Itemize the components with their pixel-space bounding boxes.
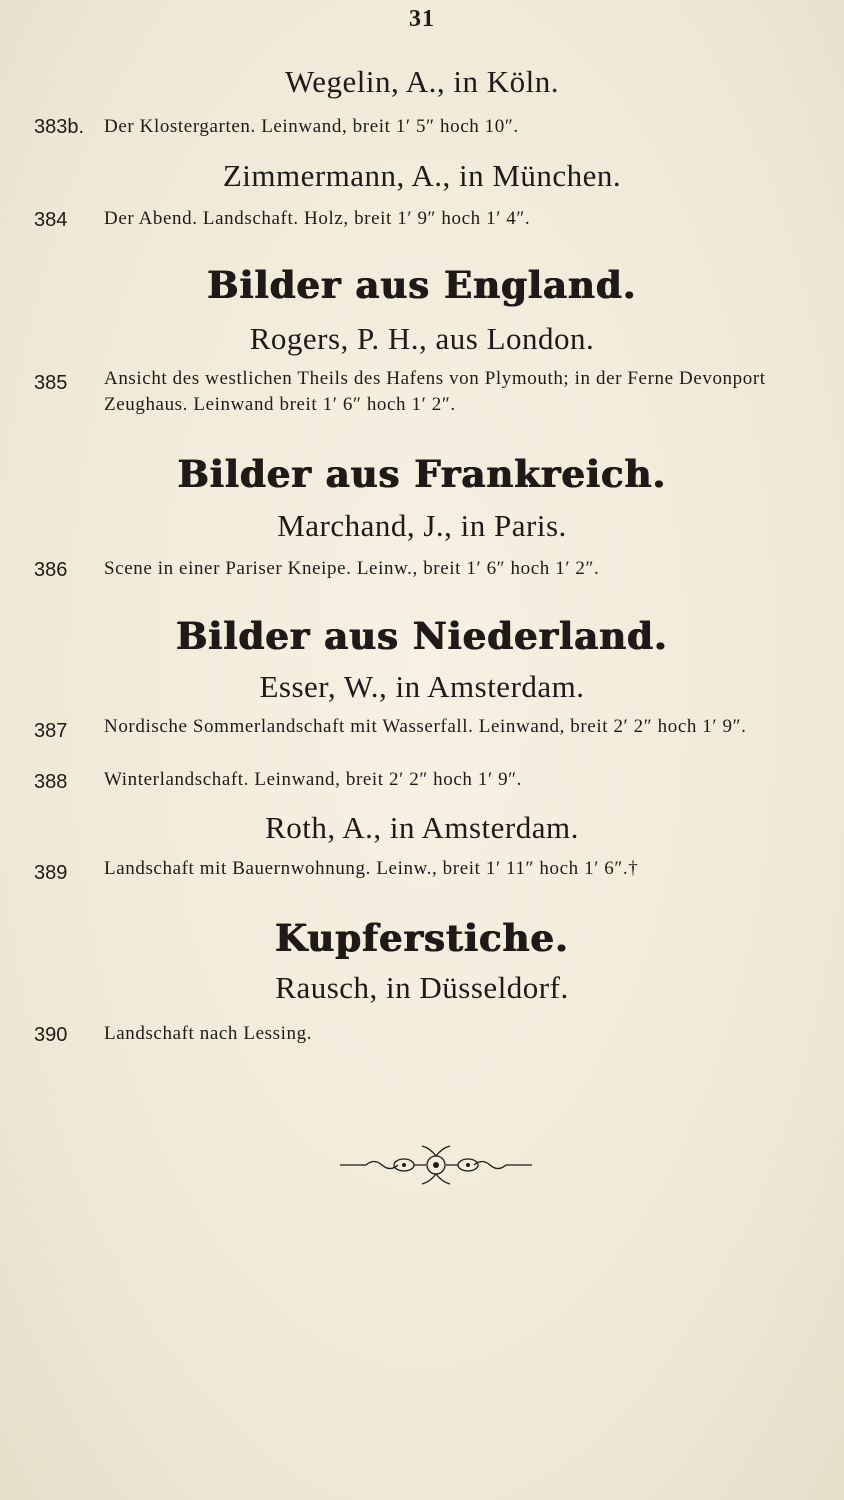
entry-text: Der Abend. Landschaft. Holz, breit 1′ 9″ hoch 1′ 4″. bbox=[104, 208, 531, 229]
entry-number: 383b. bbox=[34, 116, 85, 138]
entry-number: 386 bbox=[34, 559, 68, 581]
entry-text: Ansicht des westlichen Theils des Hafens von Plymouth; in der Ferne Devonport Zeughaus. Leinwand breit 1′ 6″ hoch 1′ 2″. bbox=[104, 368, 766, 415]
section-heading-kupferstiche: Kupferstiche. bbox=[275, 916, 569, 960]
artist-heading-wegelin: Wegelin, A., in Köln. bbox=[284, 64, 560, 99]
entry-text: Scene in einer Pariser Kneipe. Leinw., breit 1′ 6″ hoch 1′ 2″. bbox=[104, 558, 600, 579]
entry-number: 385 bbox=[34, 372, 68, 394]
entry-number: 390 bbox=[34, 1024, 68, 1046]
entry-number: 387 bbox=[34, 720, 68, 742]
page-number: 31 bbox=[409, 6, 435, 32]
artist-heading-esser: Esser, W., in Amsterdam. bbox=[259, 669, 585, 704]
entry-text: Landschaft nach Lessing. bbox=[104, 1023, 313, 1044]
section-heading-frankreich: Bilder aus Frankreich. bbox=[177, 452, 667, 496]
entry-number: 389 bbox=[34, 862, 68, 884]
entry-number: 388 bbox=[34, 771, 68, 793]
entry-text: Landschaft mit Bauernwohnung. Leinw., breit 1′ 11″ hoch 1′ 6″.† bbox=[104, 858, 639, 879]
entry-text: Der Klostergarten. Leinwand, breit 1′ 5″ hoch 10″. bbox=[104, 116, 519, 137]
section-heading-niederland: Bilder aus Niederland. bbox=[176, 614, 668, 658]
artist-heading-marchand: Marchand, J., in Paris. bbox=[277, 508, 567, 543]
decorative-ornament bbox=[338, 1140, 534, 1190]
entry-text: Winterlandschaft. Leinwand, breit 2′ 2″ hoch 1′ 9″. bbox=[104, 769, 523, 790]
entry-text: Nordische Sommerlandschaft mit Wasserfall. Leinwand, breit 2′ 2″ hoch 1′ 9″. bbox=[104, 716, 747, 737]
artist-heading-zimmermann: Zimmermann, A., in München. bbox=[222, 158, 622, 193]
artist-heading-roth: Roth, A., in Amsterdam. bbox=[265, 810, 579, 845]
artist-heading-rogers: Rogers, P. H., aus London. bbox=[249, 321, 595, 356]
artist-heading-rausch: Rausch, in Düsseldorf. bbox=[275, 970, 569, 1005]
entry-number: 384 bbox=[34, 209, 68, 231]
section-heading-england: Bilder aus England. bbox=[207, 263, 637, 307]
